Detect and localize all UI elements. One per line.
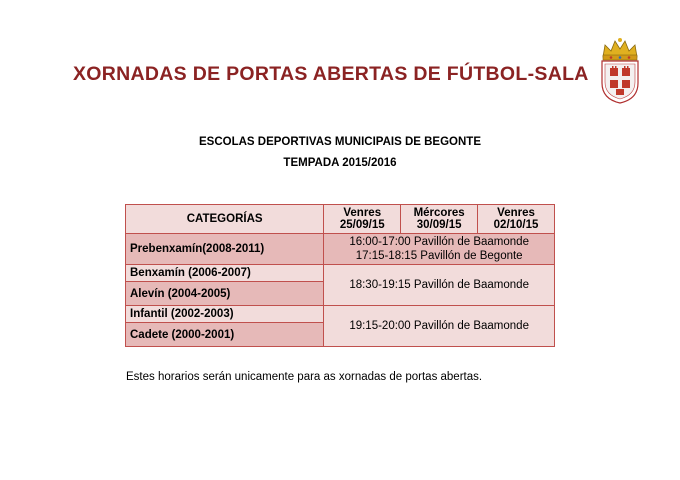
subtitle-season: TEMPADA 2015/2016 xyxy=(283,157,397,169)
day-date: 25/09/15 xyxy=(339,219,385,231)
table-row xyxy=(126,306,555,323)
table-row xyxy=(126,234,555,265)
subtitle-schools: ESCOLAS DEPORTIVAS MUNICIPAIS DE BEGONTE xyxy=(199,136,481,148)
category-cell: Cadete (2000-2001) xyxy=(126,323,324,347)
schedule-cell xyxy=(324,306,555,347)
municipal-coat-of-arms-icon xyxy=(597,37,643,105)
day-column-header xyxy=(324,205,401,234)
schedule-table xyxy=(125,204,555,347)
category-cell: Alevín (2004-2005) xyxy=(126,282,324,306)
day-name: Mércores xyxy=(413,207,465,219)
category-cell: Benxamín (2006-2007) xyxy=(126,265,324,282)
schedule-line: 16:00-17:00 Pavillón de Baamonde xyxy=(349,236,529,248)
category-cell: Prebenxamín(2008-2011) xyxy=(126,234,324,265)
day-name: Venres xyxy=(497,207,535,219)
table-header-row xyxy=(126,205,555,234)
day-column-header xyxy=(478,205,555,234)
schedule-line: 19:15-20:00 Pavillón de Baamonde xyxy=(349,320,529,332)
page-title: XORNADAS DE PORTAS ABERTAS DE FÚTBOL-SALA xyxy=(73,63,589,85)
day-date: 02/10/15 xyxy=(493,219,539,231)
day-date: 30/09/15 xyxy=(416,219,462,231)
day-name: Venres xyxy=(343,207,382,219)
footnote: Estes horarios serán unicamente para as xornadas de portas abertas. xyxy=(126,371,483,383)
schedule-line: 18:30-19:15 Pavillón de Baamonde xyxy=(349,279,529,291)
schedule-cell xyxy=(324,265,555,306)
category-cell: Infantil (2002-2003) xyxy=(126,306,324,323)
table-row xyxy=(126,265,555,282)
schedule-line: 17:15-18:15 Pavillón de Begonte xyxy=(355,250,523,262)
schedule-cell xyxy=(324,234,555,265)
day-column-header xyxy=(401,205,478,234)
category-column-header: CATEGORÍAS xyxy=(126,205,324,234)
